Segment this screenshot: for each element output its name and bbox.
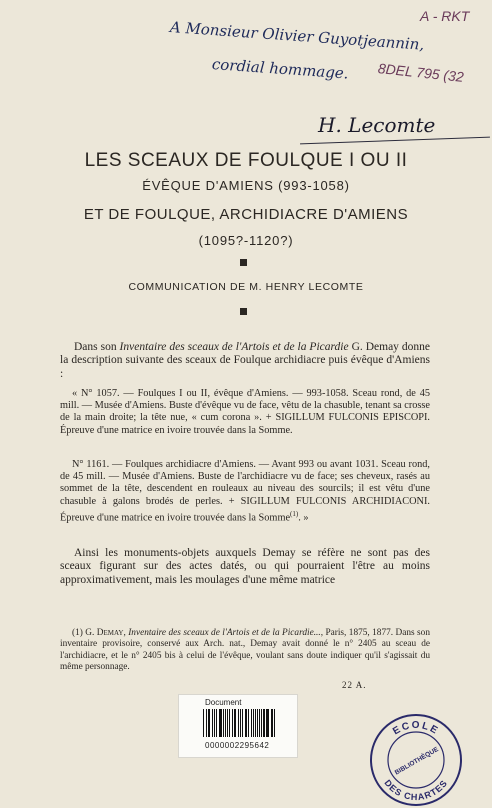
- barcode-bar: [253, 709, 254, 737]
- barcode-bar: [257, 709, 258, 737]
- barcode-bar: [271, 709, 272, 737]
- barcode-bar: [208, 709, 209, 737]
- quoted-entry-1161: N° 1161. — Foulques archidiacre d'Amiens. — Avant 993 ou avant 1031. Sceau rond, de 45 mill. — Musée d'Amiens. Buste de l'archidiacre vu de face; ses cheveux, rasés au sommet de la tête, descendent en rouleaux au niveau des sourcils; il est vêtu d'une chasuble à galons brodés de perles. + SIGILLUM FULCONIS ARCHIDIACONI. Épreuve d'une matrice en ivoire trouvée dans la Somme$^{(1)}$. »: [60, 459, 430, 524]
- barcode-bar: [255, 709, 256, 737]
- barcode-bar: [227, 709, 228, 737]
- shelfmark: 8DEL 795 (32: [377, 60, 465, 85]
- barcode-bar: [240, 709, 241, 737]
- barcode-bar: [266, 709, 267, 737]
- title-line4: (1095?-1120?): [198, 233, 294, 248]
- barcode-bar: [235, 709, 236, 737]
- barcode-bar: [248, 709, 250, 737]
- stamp-top-text: ECOLE: [391, 719, 441, 738]
- footnote: (1) G. Demay, Inventaire des sceaux de l'Artois et de la Picardie..., Paris, 1875, 1877. Dans son inventaire provisoire, conservé aux Arch. nat., Demay avait donné le n° 2405 au sceau de l'archidiacre, et le n° 2405 bis à celui de l'évêque, voulant sans doute indiquer qu'il s'agissait du même personnage.: [60, 628, 430, 673]
- quoted-entry-1057: « N° 1057. — Foulques I ou II, évêque d'Amiens. — 993-1058. Sceau rond, de 45 mill. — Musée d'Amiens. Buste d'évêque vu de face, vêtu de la chasuble, tenant sa crosse de la main droite; la tête nue, « cum corona ». + SIGILLUM FULCONIS EPISCOPI. Épreuve d'une matrice en ivoire trouvée dans la Somme.: [60, 388, 430, 436]
- author-signature: H. Lecomte: [318, 113, 436, 137]
- barcode-bar: [206, 709, 207, 737]
- communication-byline: COMMUNICATION DE M. HENRY LECOMTE: [128, 281, 364, 293]
- label-document-type: Document: [205, 698, 242, 707]
- handwritten-dedication-line2: cordial hommage.: [211, 55, 350, 83]
- barcode-bar: [225, 709, 226, 737]
- barcode-bar: [229, 709, 231, 737]
- label-number: 0000002295642: [205, 741, 270, 750]
- body-paragraph: Ainsi les monuments-objets auxquels Demay se réfère ne sont pas des sceaux figurant sur des actes datés, ou qui pourraient l'être au moins approximativement, mais les moulages d'une même matrice: [60, 547, 430, 586]
- barcode-bar: [234, 709, 235, 737]
- barcode-bar: [212, 709, 213, 737]
- shelfmark-top: A - RKT: [420, 8, 470, 24]
- svg-text:ECOLE: [391, 720, 441, 737]
- library-stamp-icon: [368, 712, 464, 808]
- barcode-bar: [223, 709, 224, 737]
- printer-signature-mark: 22 A.: [342, 680, 367, 690]
- barcode-bar: [220, 709, 221, 737]
- barcode-bar: [251, 709, 252, 737]
- barcode-label: [178, 694, 298, 758]
- barcode-bar: [267, 709, 269, 737]
- barcode-bar: [242, 709, 243, 737]
- stamp-bottom-text: DES CHARTES: [382, 777, 450, 803]
- barcode-bar: [209, 709, 210, 737]
- intro-paragraph: Dans son Inventaire des sceaux de l'Artois et de la Picardie G. Demay donne la description suivante des sceaux de Foulque archidiacre puis évêque d'Amiens :: [60, 341, 430, 380]
- signature-underline: [300, 137, 490, 145]
- barcode-bar: [238, 709, 239, 737]
- barcode-bar: [259, 709, 260, 737]
- title-line2: ÉVÊQUE D'AMIENS (993-1058): [142, 178, 350, 193]
- barcode-bar: [214, 709, 216, 737]
- barcode-graphic: [203, 709, 277, 737]
- barcode-bar: [261, 709, 262, 737]
- barcode-bar: [246, 709, 247, 737]
- barcode-bar: [203, 709, 204, 737]
- title-line3: ET DE FOULQUE, ARCHIDIACRE D'AMIENS: [83, 206, 409, 223]
- barcode-bar: [274, 709, 275, 737]
- section-ornament-square: [240, 259, 247, 266]
- title-line1: LES SCEAUX DE FOULQUE I OU II: [84, 150, 408, 171]
- barcode-bar: [245, 709, 246, 737]
- barcode-bar: [219, 709, 220, 737]
- barcode-bar: [272, 709, 273, 737]
- barcode-bar: [232, 709, 233, 737]
- barcode-bar: [216, 709, 217, 737]
- stamp-middle-text: BIBLIOTHÈQUE: [393, 745, 440, 777]
- barcode-bar: [263, 709, 264, 737]
- section-ornament-square: [240, 308, 247, 315]
- handwritten-dedication-line1: A Monsieur Olivier Guyotjeannin,: [169, 18, 425, 54]
